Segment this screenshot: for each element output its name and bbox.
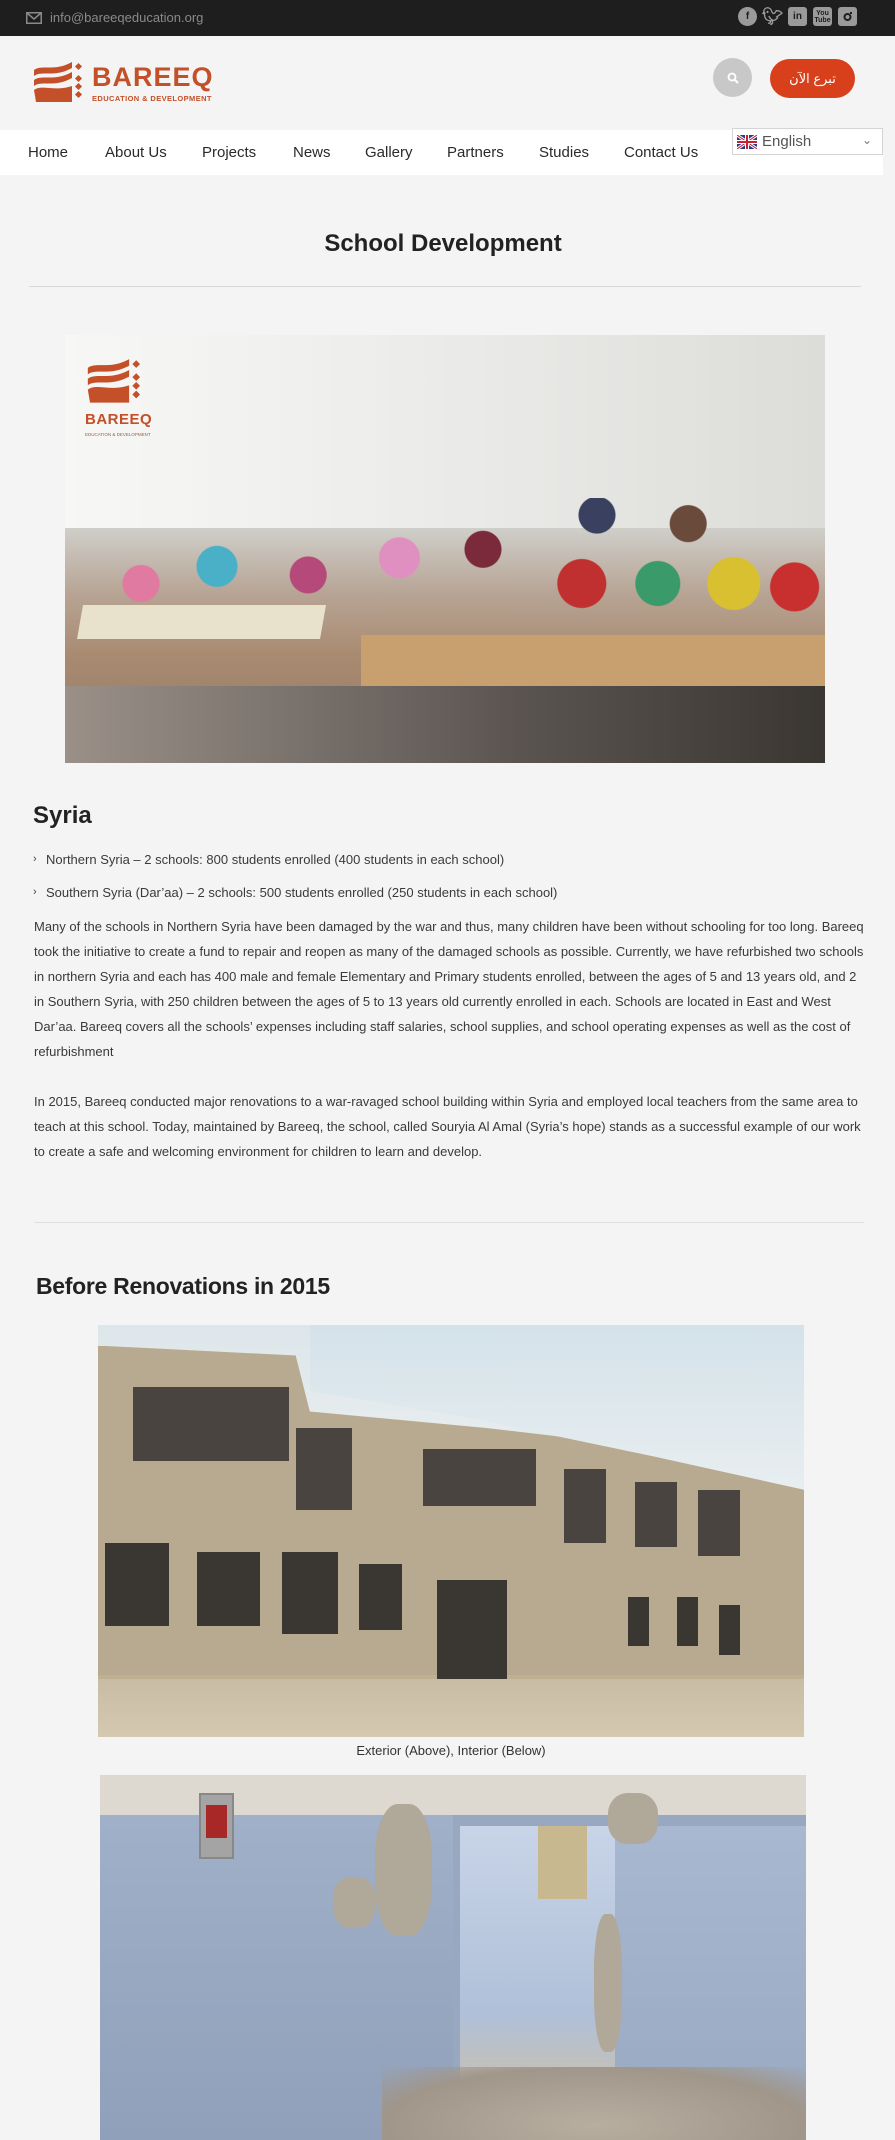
uk-flag-icon bbox=[737, 135, 757, 149]
list-item-text: Southern Syria (Dar’aa) – 2 schools: 500 students enrolled (250 students in each school) bbox=[46, 885, 558, 900]
classroom-photo bbox=[65, 335, 825, 763]
instagram-icon[interactable] bbox=[838, 7, 857, 26]
social-links bbox=[738, 7, 857, 26]
nav-item-contact-us[interactable]: Contact Us bbox=[624, 144, 699, 161]
nav-item-news[interactable]: News bbox=[293, 144, 331, 161]
twitter-icon[interactable]: 🐦︎ bbox=[761, 6, 784, 26]
facebook-icon[interactable]: f bbox=[738, 7, 757, 26]
photo-watermark-logo bbox=[85, 357, 152, 437]
nav-item-partners[interactable]: Partners bbox=[447, 144, 504, 161]
section-title-syria: Syria bbox=[33, 802, 92, 829]
language-select[interactable] bbox=[732, 128, 883, 155]
list-item-text: Northern Syria – 2 schools: 800 students enrolled (400 students in each school) bbox=[46, 852, 505, 867]
top-bar bbox=[0, 0, 895, 36]
watermark-tagline: EDUCATION & DEVELOPMENT bbox=[85, 432, 151, 437]
page-content bbox=[3, 175, 883, 2140]
exterior-photo bbox=[98, 1325, 804, 1737]
section-title-before-renovations: Before Renovations in 2015 bbox=[36, 1273, 330, 1299]
site-logo[interactable] bbox=[32, 60, 214, 106]
nav-item-gallery[interactable]: Gallery bbox=[365, 144, 413, 161]
linkedin-icon[interactable]: in bbox=[788, 7, 807, 26]
logo-name: BAREEQ bbox=[92, 62, 214, 92]
divider bbox=[34, 1222, 864, 1223]
email-text: info@bareeqeducation.org bbox=[50, 10, 204, 25]
interior-photo bbox=[100, 1775, 806, 2140]
nav-item-home[interactable]: Home bbox=[28, 144, 69, 161]
intro-paragraph: Many of the schools in Northern Syria have been damaged by the war and thus, many children have been without schooling for too long. Bareeq took the initiative to create a fund to repair and reopen as many of the damaged schools as possible. Currently, we have refurbished two schools in northern Syria and each has 400 male and female Elementary and Primary students enrolled, between the ages of 5 and 13 years old, and 2 in Southern Syria, with 250 children between the ages of 5 to 13 years old currently enrolled in each. Schools are located in East and West Dar’aa. Bareeq covers all the schools’ expenses including staff salaries, school supplies, and school operating expenses as well as the cost of refurbishment bbox=[34, 919, 864, 1059]
list-item bbox=[33, 852, 557, 868]
search-button[interactable] bbox=[713, 58, 752, 97]
language-label: English bbox=[762, 133, 812, 150]
donate-button[interactable]: تبرع الآن bbox=[770, 59, 855, 98]
chevron-right-icon: › bbox=[33, 886, 37, 898]
site-header bbox=[0, 36, 883, 130]
mail-icon bbox=[26, 12, 42, 24]
bareeq-logo-mark bbox=[32, 60, 86, 106]
chevron-right-icon: › bbox=[33, 853, 37, 865]
nav-item-about-us[interactable]: About Us bbox=[105, 144, 167, 161]
search-icon bbox=[727, 72, 739, 84]
logo-tagline: EDUCATION & DEVELOPMENT bbox=[92, 94, 212, 103]
page-title: School Development bbox=[324, 230, 562, 257]
renovation-paragraph: In 2015, Bareeq conducted major renovations to a war-ravaged school building within Syria and employed local teachers from the same area to teach at this school. Today, maintained by Bareeq, the school, called Souryia Al Amal (Syria’s hope) stands as a successful example of our work to create a safe and welcoming environment for children to learn and develop. bbox=[34, 1094, 861, 1159]
list-item bbox=[33, 885, 557, 901]
school-list bbox=[33, 852, 557, 918]
divider bbox=[29, 286, 861, 287]
watermark-name: BAREEQ bbox=[85, 411, 153, 428]
chevron-down-icon: ⌄ bbox=[861, 133, 872, 147]
nav-item-projects[interactable]: Projects bbox=[202, 144, 257, 161]
youtube-icon[interactable]: You Tube bbox=[813, 7, 832, 26]
email-link[interactable] bbox=[26, 10, 203, 25]
nav-item-studies[interactable]: Studies bbox=[539, 144, 590, 161]
photo-caption: Exterior (Above), Interior (Below) bbox=[356, 1743, 546, 1758]
